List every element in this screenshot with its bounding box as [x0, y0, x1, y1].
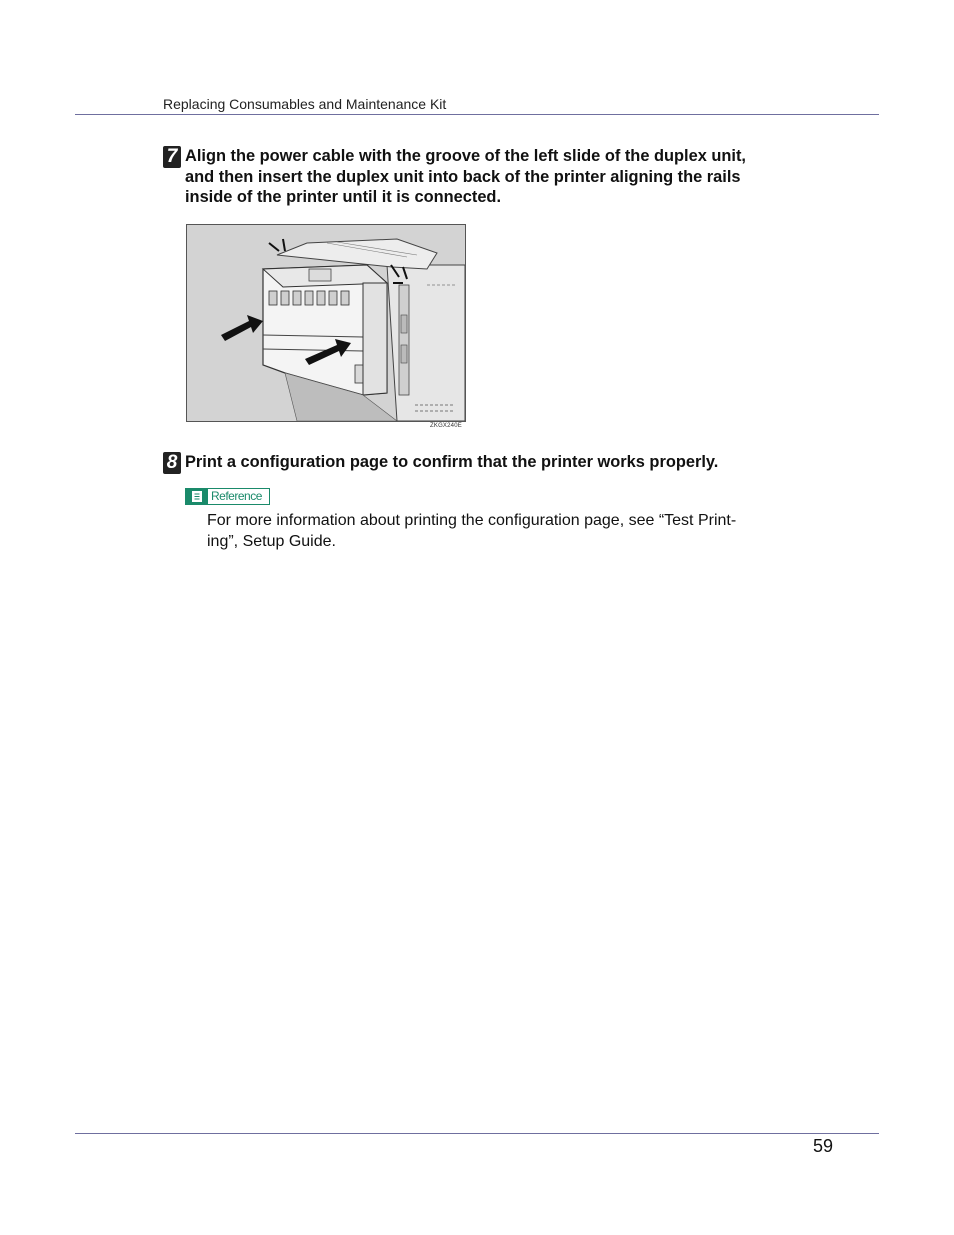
step-number-badge: 7 [163, 146, 181, 168]
reference-text [207, 511, 797, 552]
duplex-unit-illustration [186, 224, 466, 422]
reference-book-icon [186, 489, 208, 504]
running-header: Replacing Consumables and Maintenance Kit [163, 96, 447, 112]
reference-badge [185, 488, 270, 505]
instruction-line: and then insert the duplex unit into back of the printer aligning the rails [185, 167, 741, 186]
reference-line: ing”, Setup Guide. [207, 532, 336, 550]
instruction-line: inside of the printer until it is connected. [185, 188, 501, 206]
reference-line: For more information about printing the configuration page, see “Test Print- [207, 512, 737, 529]
footer-rule [75, 1133, 879, 1134]
page-number: 59 [813, 1136, 834, 1156]
step-instruction [185, 452, 825, 473]
reference-label: Reference [211, 489, 262, 503]
printer-illustration-icon [187, 225, 465, 421]
step-number-badge: 8 [163, 452, 181, 474]
instruction-line: Align the power cable with the groove of the left slide of the duplex unit, [185, 147, 746, 165]
instruction-line: Print a configuration page to confirm that the printer works properly. [185, 453, 719, 471]
figure-code: ZKGX240E [430, 423, 462, 429]
step-instruction [185, 146, 825, 208]
header-rule [75, 114, 879, 115]
